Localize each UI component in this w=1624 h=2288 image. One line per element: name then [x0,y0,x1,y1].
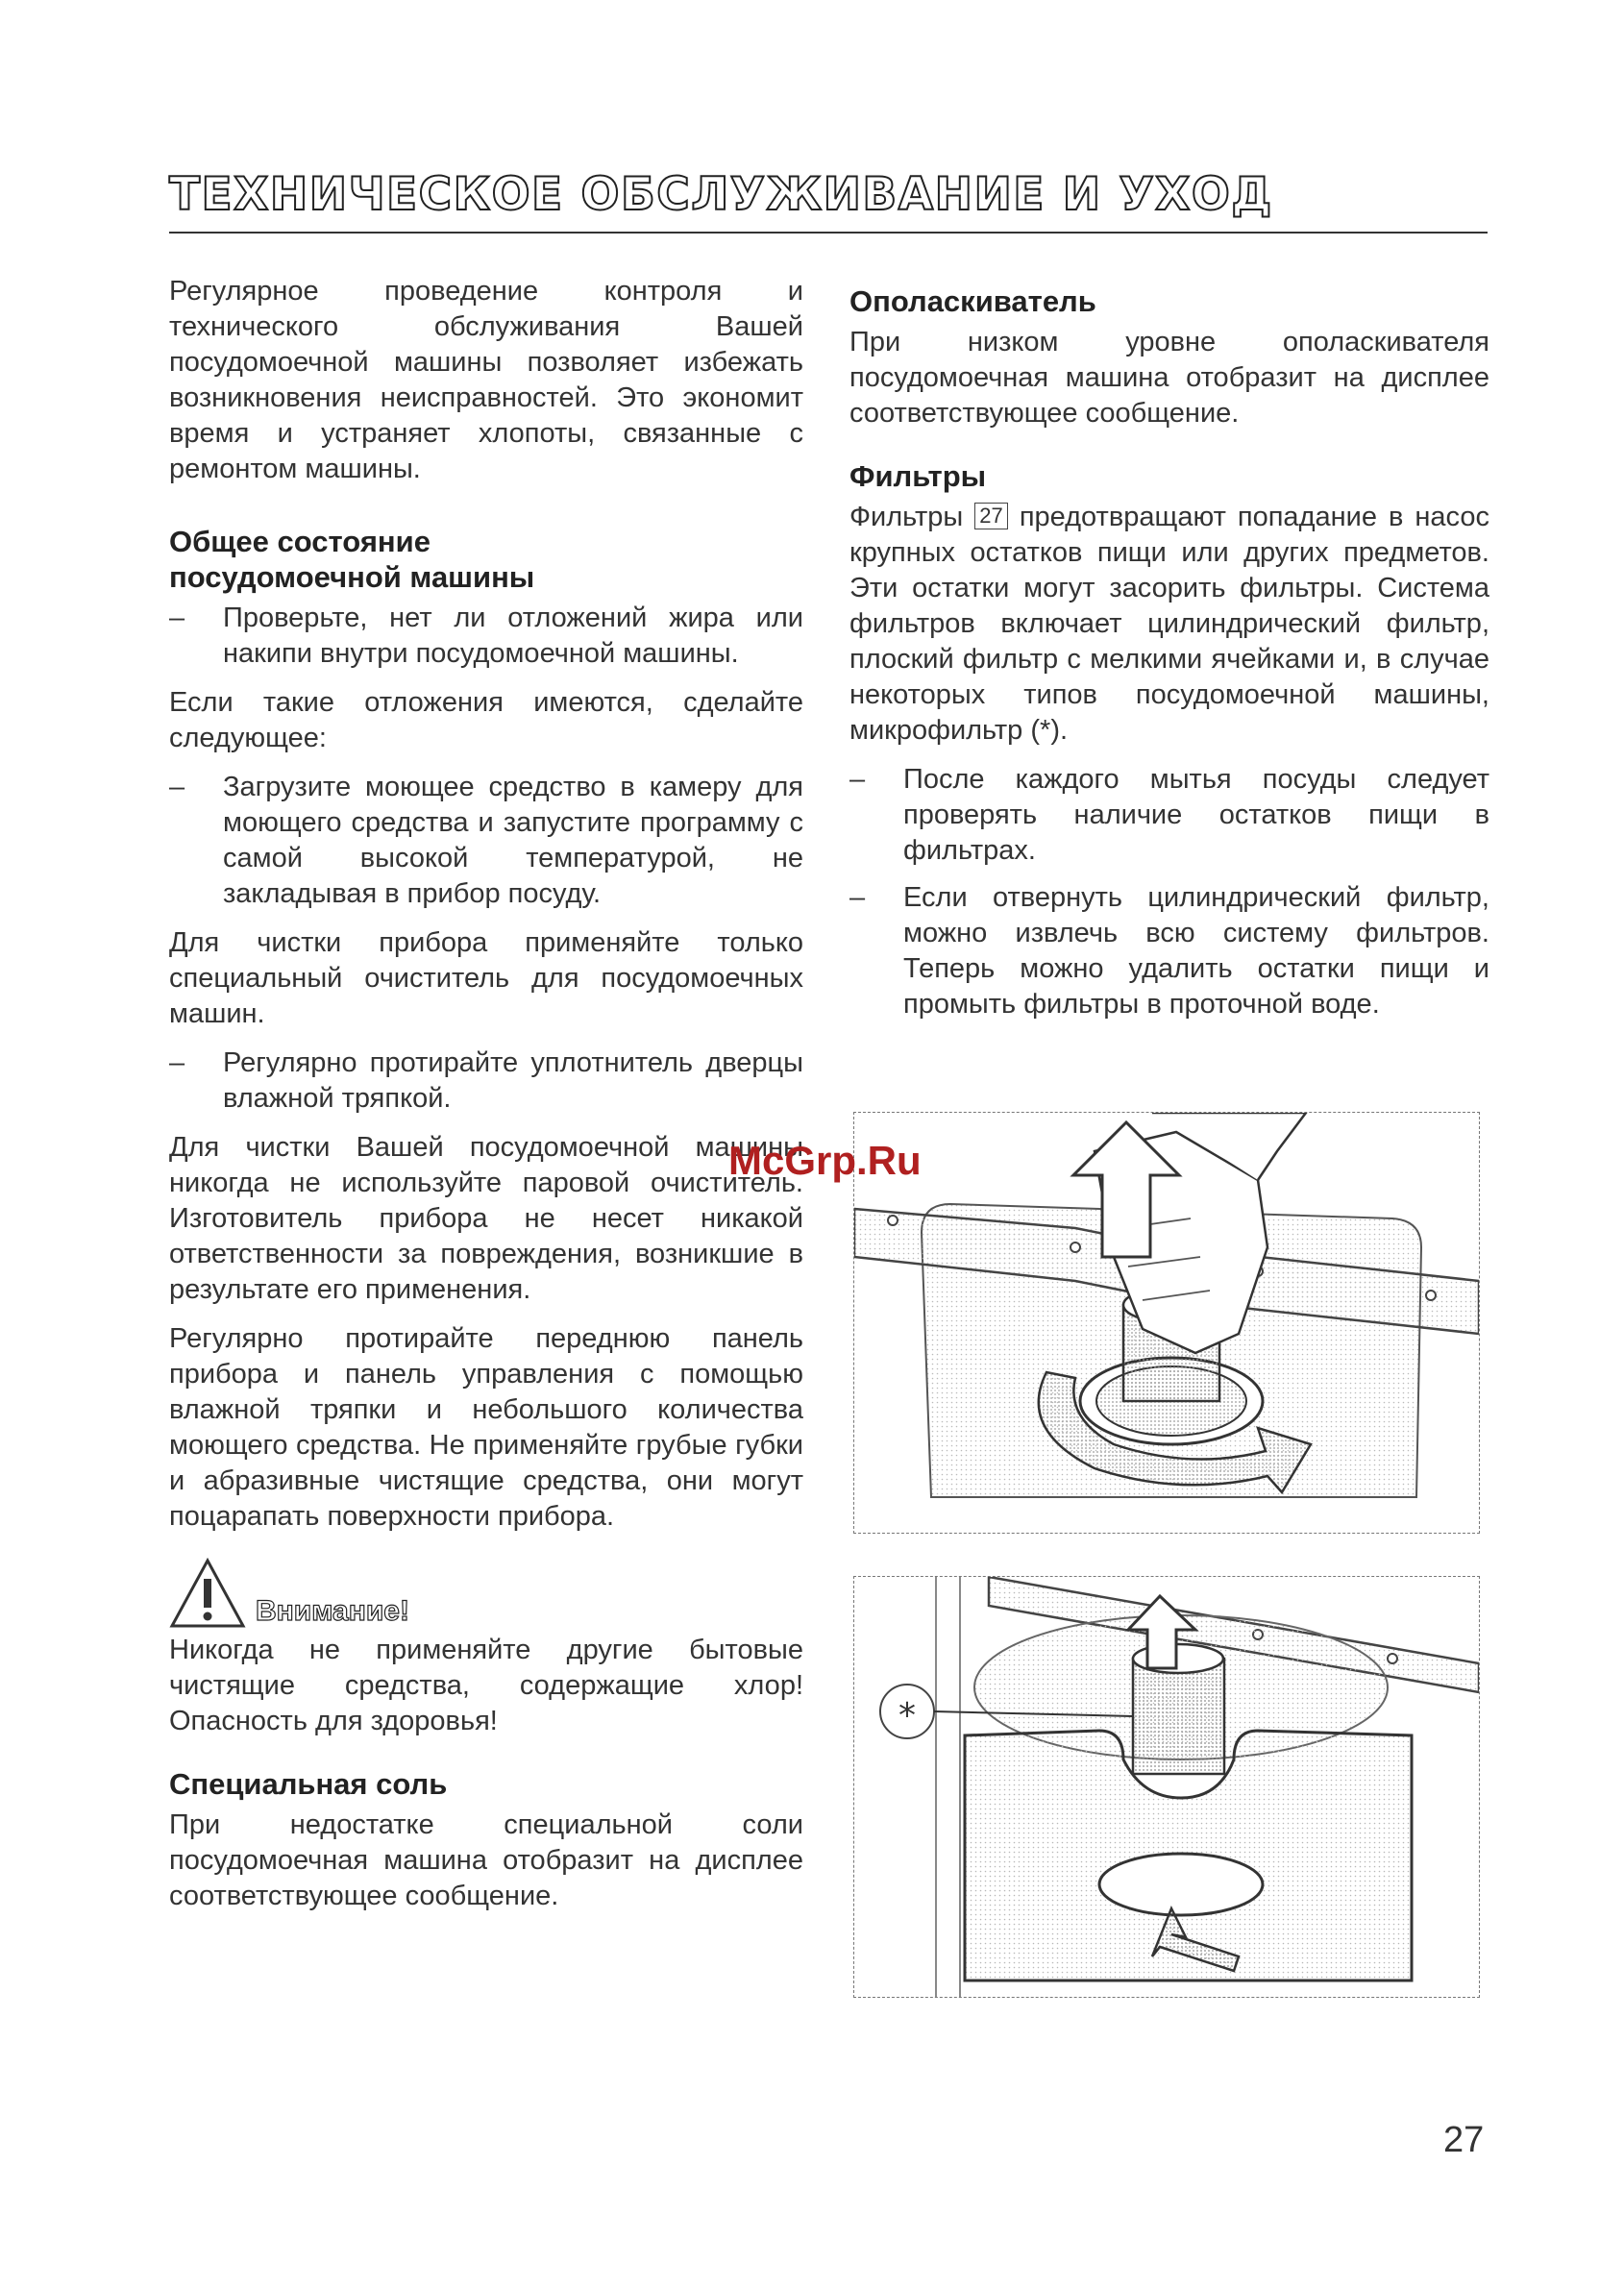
general-list-3 [169,1046,803,1117]
general-heading-line2: посудомоечной машины [169,560,535,594]
filter-removal-illustration [853,1112,1480,1534]
list-item [849,762,1489,869]
filter-system-illustration [853,1576,1480,1998]
list-item [169,770,803,912]
microfilter-callout: * [898,1696,916,1735]
list-item-text: После каждого мытья посуды следует проверять наличие остатков пищи в фильтрах. [903,764,1489,866]
filter-system-drawing [854,1577,1479,1997]
dash-marker: – [169,772,185,802]
general-paragraph-2: Для чистки прибора применяйте только специальный очиститель для посудомоечных машин. [169,927,803,1029]
title-rule [169,232,1488,234]
dash-marker: – [169,603,185,633]
general-heading-line1: Общее состояние [169,525,431,558]
warning-label: Внимание! [256,1595,409,1627]
list-item-text: Проверьте, нет ли отложений жира или накипи внутри посудомоечной машины. [223,603,803,669]
salt-text: При недостатке специальной соли посудомоечная машина отобразит на дисплее соответствующее сообщение. [169,1809,803,1911]
list-item-text: Загрузите моющее средство в камеру для моющего средства и запустите программу с самой высокой температурой, не закладывая в прибор посуду. [223,772,803,909]
filters-text [849,500,1489,749]
left-column [169,274,803,1928]
figure-ref-badge: 27 [974,503,1007,529]
filters-text-start: Фильтры [849,502,964,532]
general-list-1 [169,601,803,672]
page-title: ТЕХНИЧЕСКОЕ ОБСЛУЖИВАНИЕ И УХОД [169,168,1273,221]
warning-header [169,1558,803,1629]
list-item [169,601,803,672]
general-heading [169,524,803,595]
filter-removal-drawing [854,1113,1479,1533]
filters-text-rest: предотвращают попадание в насос крупных остатков пищи или других предметов. Эти остатки могут засорить фильтры. Система фильтров включает цилиндрический фильтр, плоский фильтр с мелкими ячейками и, в случае некоторых типов посудомоечной машины, микрофильтр (*). [849,502,1490,746]
general-paragraph-3: Для чистки Вашей посудомоечной машины никогда не используйте паровой очиститель. Изготовитель прибора не несет никакой ответственности за повреждения, возникшие в результате его применения. [169,1132,803,1305]
list-item [169,1046,803,1117]
warning-triangle-icon [169,1558,246,1629]
list-item-text: Если отвернуть цилиндрический фильтр, можно извлечь всю систему фильтров. Теперь можно удалить остатки пищи и промыть фильтры в проточной воде. [903,882,1489,1020]
dash-marker: – [849,764,866,795]
page-number: 27 [1443,2120,1485,2160]
filters-heading: Фильтры [849,459,987,493]
watermark: McGrp.Ru [728,1138,922,1183]
right-column [849,274,1489,1036]
list-item [849,880,1489,1022]
rinse-heading: Ополаскиватель [849,284,1096,318]
dash-marker: – [169,1047,185,1078]
general-list-2 [169,770,803,912]
filters-list [849,762,1489,1022]
list-item-text: Регулярно протирайте уплотнитель дверцы влажной тряпкой. [223,1047,803,1114]
salt-heading: Специальная соль [169,1767,448,1801]
warning-text: Никогда не применяйте другие бытовые чистящие средства, содержащие хлор! Опасность для здоровья! [169,1635,803,1736]
intro-paragraph: Регулярное проведение контроля и технического обслуживания Вашей посудомоечной машины позволяет избежать возникновения неисправностей. Это экономит время и устраняет хлопоты, связанные с ремонтом машины. [169,276,803,484]
dash-marker: – [849,882,866,913]
general-paragraph-1: Если такие отложения имеются, сделайте следующее: [169,687,803,753]
rinse-text: При низком уровне ополаскивателя посудомоечная машина отобразит на дисплее соответствующее сообщение. [849,327,1489,429]
general-paragraph-4: Регулярно протирайте переднюю панель прибора и панель управления с помощью влажной тряпки и небольшого количества моющего средства. Не применяйте грубые губки и абразивные чистящие средства, они могут поцарапать поверхности прибора. [169,1323,803,1532]
